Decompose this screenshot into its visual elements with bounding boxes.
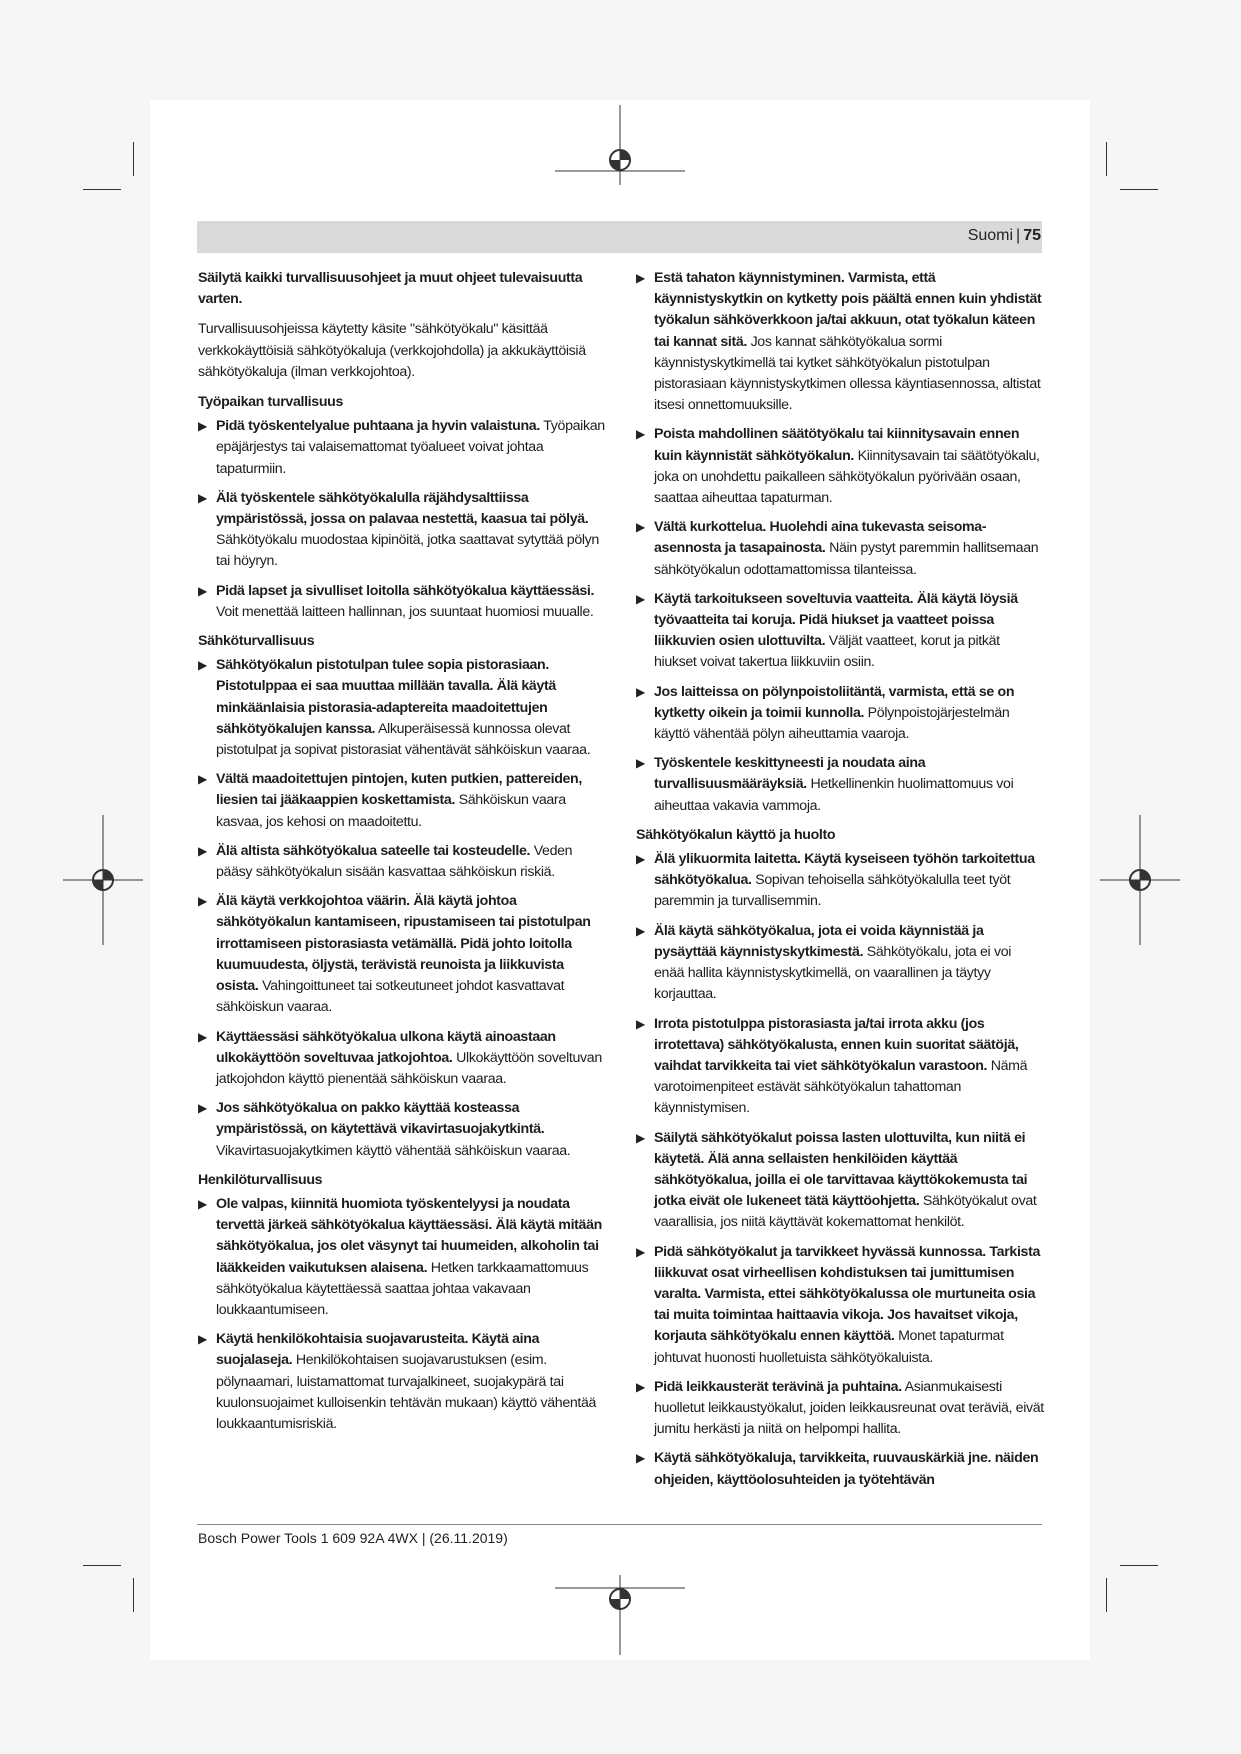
bullet-arrow-icon: ▶ bbox=[636, 1379, 645, 1394]
list-item: ▶ Ole valpas, kiinnitä huomiota työskentelyysi ja noudata tervettä järkeä sähkötyökalua käyttäessäsi. Älä käytä mitään sähkötyökalua, jos olet väsynyt tai huumeiden, alkoholin tai lääkkeiden vaikutuksen alaisena. Hetken tarkkaamattomuus sähkötyökalua käytettäessä saattaa johtaa vakavaan loukkaantumiseen. bbox=[198, 1195, 602, 1318]
list-item: ▶ Vältä kurkottelua. Huolehdi aina tukevasta seisoma-asennosta ja tasapainosta. Näin pystyt paremmin hallitsemaan sähkötyökalun odottamattomissa tilanteissa. bbox=[636, 519, 1039, 578]
list-item: ▶ Pidä työskentelyalue puhtaana ja hyvin valaistuna. Työpaikan epäjärjestys tai valaisemattomat työalueet voivat johtaa tapaturmiin. bbox=[198, 418, 605, 477]
list-item: ▶ Käytä sähkötyökaluja, tarvikkeita, ruuvauskärkiä jne. näiden ohjeiden, käyttöolosuhteiden ja työtehtävän bbox=[636, 1450, 1039, 1488]
list-item: ▶ Työskentele keskittyneesti ja noudata aina turvallisuusmääräyksiä. Hetkellinenkin huolimattomuus voi aiheuttaa vakavia vammoja. bbox=[636, 755, 1014, 814]
list-item: ▶ Pidä lapset ja sivulliset loitolla sähkötyökalua käyttäessäsi. Voit menettää laitteen hallinnan, jos suuntaat huomiosi muualle. bbox=[198, 582, 595, 620]
list-item: ▶ Poista mahdollinen säätötyökalu tai kiinnitysavain ennen kuin käynnistät sähkötyökalun. Kiinnitysavain tai säätötyökalu, joka on unohdettu paikalleen sähkötyökalun pyörivään osaan, saattaa aiheuttaa tapaturman. bbox=[636, 426, 1040, 507]
registration-mark-icon bbox=[555, 105, 685, 185]
running-header: Suomi | 75 bbox=[967, 227, 1041, 244]
left-column bbox=[198, 268, 606, 1443]
bullet-arrow-icon: ▶ bbox=[636, 756, 645, 771]
bullet-arrow-icon: ▶ bbox=[198, 1196, 207, 1211]
registration-mark-icon bbox=[63, 815, 143, 945]
bullet-arrow-icon: ▶ bbox=[198, 843, 207, 858]
list-item: ▶ Pidä leikkausterät terävinä ja puhtaina. Asianmukaisesti huolletut leikkaustyökalut, joiden leikkausreunat ovat teräviä, eivät jumitu herkästi ja niitä on helpompi hallita. bbox=[636, 1378, 1044, 1438]
list-item: ▶ Käyttäessäsi sähkötyökalua ulkona käytä ainoastaan ulkokäyttöön soveltuvaa jatkojohtoa. Ulkokäyttöön soveltuvan jatkojohdon käyttö pienentää sähköiskun vaaraa. bbox=[198, 1028, 602, 1087]
registration-mark-icon bbox=[1100, 815, 1180, 945]
list-item: ▶ Pidä sähkötyökalut ja tarvikkeet hyvässä kunnossa. Tarkista liikkuvat osat virheellisen kohdistuksen tai jumittumisen varalta. Varmista, ettei sähkötyökalussa ole murtuneita osia tai muita toimintaa haittaavia vikoja. Jos havaitset vikoja, korjauta sähkötyökalu ennen käyttöä. Monet tapaturmat johtuvat huonosti huolletuista sähkötyökaluista. bbox=[636, 1243, 1040, 1366]
page-number: 75 bbox=[1023, 227, 1041, 244]
footer-rule bbox=[197, 1524, 1042, 1525]
crop-mark bbox=[1120, 1565, 1158, 1566]
bullet-arrow-icon: ▶ bbox=[636, 684, 645, 699]
crop-mark bbox=[83, 189, 121, 190]
list-item: ▶ Käytä henkilökohtaisia suojavarusteita. Käytä aina suojalaseja. Henkilökohtaisen suojavarustuksen (esim. pölynaamari, luistamattomat turvajalkineet, suojakypärä tai kuulonsuojaimet kulloisenkin tehtävän mukaan) käyttö vähentää loukkaantumisriskiä. bbox=[198, 1331, 597, 1432]
bullet-arrow-icon: ▶ bbox=[198, 583, 207, 598]
right-column bbox=[636, 268, 1044, 1499]
list-item: ▶ Säilytä sähkötyökalut poissa lasten ulottuvilta, kun niitä ei käytetä. Älä anna sellaisten henkilöiden käyttää sähkötyökalua, joilla ei ole tarvittavaa käyttökokemusta tai jotka eivät ole lukeneet tätä käyttöohjetta. Sähkötyökalut ovat vaarallisia, jos niitä käyttävät kokemattomat henkilöt. bbox=[636, 1129, 1037, 1231]
crop-mark bbox=[133, 1578, 134, 1612]
bullet-arrow-icon: ▶ bbox=[636, 427, 645, 442]
bullet-arrow-icon: ▶ bbox=[198, 772, 207, 787]
bullet-arrow-icon: ▶ bbox=[198, 490, 207, 505]
list-item: ▶ Älä käytä verkkojohtoa väärin. Älä käytä johtoa sähkötyökalun kantamiseen, ripustamiseen tai pistotulpan irrottamiseen pistorasiasta vetämällä. Pidä johto loitolla kuumuudesta, öljystä, terävistä reunoista ja liikkuvista osista. Vahingoittuneet tai sotkeutuneet johdot kasvattavat sähköiskun vaaraa. bbox=[198, 893, 591, 1016]
list-item: ▶ Sähkötyökalun pistotulpan tulee sopia pistorasiaan. Pistotulppaa ei saa muuttaa millään tavalla. Älä käytä minkäänlaisia pistorasia-adaptereita maadoitettujen sähkötyökalujen kanssa. Alkuperäisessä kunnossa olevat pistotulpat ja sopivat pistorasiat vähentävät sähköiskun vaaraa. bbox=[198, 657, 591, 759]
bullet-arrow-icon: ▶ bbox=[636, 271, 645, 285]
bullet-arrow-icon: ▶ bbox=[198, 894, 207, 909]
header-bar bbox=[197, 221, 1042, 253]
crop-mark bbox=[1106, 1578, 1107, 1612]
section-title: Sähköturvallisuus bbox=[198, 633, 315, 650]
list-item: ▶ Käytä tarkoitukseen soveltuvia vaatteita. Älä käytä löysiä työvaatteita tai koruja. Pidä hiukset ja vaatteet poissa liikkuvien osien ulottuvilta. Väljät vaatteet, korut ja pitkät hiukset voivat takertua liikkuviin osiin. bbox=[636, 590, 1018, 671]
intro-text: Turvallisuusohjeissa käytetty käsite "sähkötyökalu" käsittää verkkokäyttöisiä sähkötyökaluja (verkkojohdolla) ja akkukäyttöisiä sähkötyökaluja (ilman verkkojohtoa). bbox=[198, 321, 586, 380]
bullet-arrow-icon: ▶ bbox=[636, 1244, 645, 1259]
bullet-arrow-icon: ▶ bbox=[636, 520, 645, 535]
bullet-arrow-icon: ▶ bbox=[636, 852, 645, 867]
bullet-arrow-icon: ▶ bbox=[198, 1101, 207, 1116]
intro-heading: Säilytä kaikki turvallisuusohjeet ja muut ohjeet tulevaisuutta varten. bbox=[198, 270, 583, 308]
registration-mark-icon bbox=[555, 1575, 685, 1655]
bullet-arrow-icon: ▶ bbox=[198, 658, 207, 673]
bullet-arrow-icon: ▶ bbox=[636, 1130, 645, 1145]
bullet-arrow-icon: ▶ bbox=[636, 1016, 645, 1031]
section-name: Suomi bbox=[967, 227, 1014, 244]
list-item: ▶ Estä tahaton käynnistyminen. Varmista, että käynnistyskytkin on kytketty pois päältä ennen kuin yhdistät työkalun sähköverkkoon ja/tai akkuun, otat työkalun käteen tai kannat sitä. Jos kannat sähkötyökalua sormi käynnistyskytkimellä tai kytket sähkötyökalun pistotulpan pistorasiaan käynnistyskytkimen ollessa käyntiasennossa, altistat itsesi onnettomuuksille. bbox=[636, 270, 1042, 414]
section-title: Henkilöturvallisuus bbox=[198, 1171, 323, 1188]
section-title: Työpaikan turvallisuus bbox=[198, 394, 343, 411]
crop-mark bbox=[1120, 189, 1158, 190]
bullet-arrow-icon: ▶ bbox=[198, 1332, 207, 1347]
bullet-arrow-icon: ▶ bbox=[636, 1451, 645, 1466]
list-item: ▶ Jos sähkötyökalua on pakko käyttää kosteassa ympäristössä, on käytettävä vikavirtasuojakytkintä. Vikavirtasuojakytkimen käyttö vähentää sähköiskun vaaraa. bbox=[198, 1100, 571, 1159]
list-item: ▶ Jos laitteissa on pölynpoistoliitäntä, varmista, että se on kytketty oikein ja toimii kunnolla. Pölynpoistojärjestelmän käyttö vähentää pölyn aiheuttamia vaaroja. bbox=[636, 683, 1015, 743]
bullet-arrow-icon: ▶ bbox=[198, 1029, 207, 1044]
list-item: ▶ Älä käytä sähkötyökalua, jota ei voida käynnistää ja pysäyttää käynnistyskytkimestä. Sähkötyökalu, jota ei voi enää hallita käynnistyskytkimellä, on vaarallinen ja täytyy korjauttaa. bbox=[636, 922, 1012, 1003]
list-item: ▶ Irrota pistotulppa pistorasiasta ja/tai irrota akku (jos irrotettava) sähkötyökalusta, ennen kuin suoritat säätöjä, vaihdat tarvikkeita tai viet sähkötyökalun varastoon. Nämä varotoimenpiteet estävät sähkötyökalun tahattoman käynnistymisen. bbox=[636, 1015, 1028, 1117]
footer-text: Bosch Power Tools 1 609 92A 4WX | (26.11.2019) bbox=[198, 1530, 508, 1546]
list-item: ▶ Älä työskentele sähkötyökalulla räjähdysalttiissa ympäristössä, jossa on palavaa nestettä, kaasua tai pölyä. Sähkötyökalu muodostaa kipinöitä, jotka saattavat sytyttää pölyn tai höyryn. bbox=[198, 489, 599, 570]
bullet-arrow-icon: ▶ bbox=[636, 591, 645, 606]
list-item: ▶ Vältä maadoitettujen pintojen, kuten putkien, pattereiden, liesien tai jääkaappien koskettamista. Sähköiskun vaara kasvaa, jos kehosi on maadoitettu. bbox=[198, 771, 582, 830]
list-item: ▶ Älä ylikuormita laitetta. Käytä kyseiseen työhön tarkoitettua sähkötyökalua. Sopivan tehoisella sähkötyökalulla teet työt paremmin ja turvallisemmin. bbox=[636, 851, 1035, 910]
crop-mark bbox=[1106, 142, 1107, 176]
bullet-arrow-icon: ▶ bbox=[636, 923, 645, 938]
crop-mark bbox=[83, 1565, 121, 1566]
bullet-arrow-icon: ▶ bbox=[198, 419, 207, 434]
list-item: ▶ Älä altista sähkötyökalua sateelle tai kosteudelle. Veden pääsy sähkötyökalun sisään kasvattaa sähköiskun riskiä. bbox=[198, 842, 573, 881]
crop-mark bbox=[133, 142, 134, 176]
section-title: Sähkötyökalun käyttö ja huolto bbox=[636, 826, 836, 843]
